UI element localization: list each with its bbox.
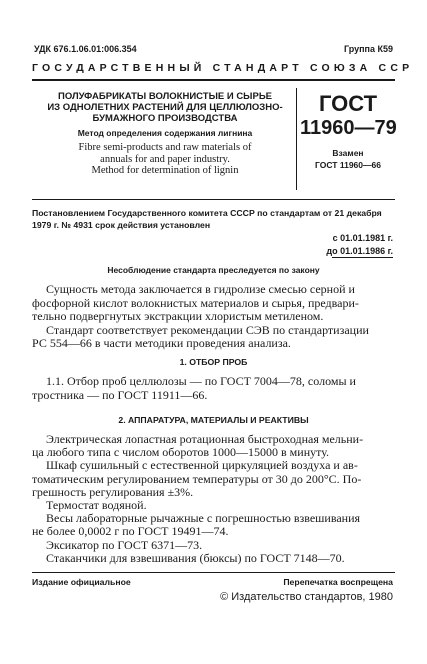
section-2-heading: 2. АППАРАТУРА, МАТЕРИАЛЫ И РЕАКТИВЫ [118,415,309,425]
intro-line: Стандарт соответствует рекомендации СЭВ по стандартизации [46,322,369,337]
replaces-label: Взамен [332,148,364,158]
title-ru [40,91,290,124]
gost-number: 11960—79 [300,117,397,139]
intro-line: РС 554—66 в части методики проведения анализа. [32,336,291,350]
section-2-line: Стаканчики для взвешивания (бюксы) по ГОСТ 7148—70. [46,550,345,565]
decree-line-2: 1979 г. № 4931 срок действия установлен [32,220,211,230]
legal-notice: Несоблюдение стандарта преследуется по закону [107,265,320,275]
method-title-ru: Метод определения содержания лигнина [77,128,253,138]
gost-label: ГОСТ [318,91,378,116]
effective-underline [332,257,393,258]
intro-line: фосфорной кислот волокнистых материалов и сырья, предвари- [32,295,359,310]
section-2-line: Электрическая лопастная ротационная быстроходная мельни- [46,432,364,446]
reprint-notice: Перепечатка воспрещена [283,577,393,587]
udc-code: УДК 676.1.06.01:006.354 [34,44,137,54]
title-bottom-rule [32,199,395,200]
section-2-line: Весы лабораторные рычажные с погрешностью взвешивания [46,511,361,526]
section-2-line: Термостат водяной. [46,498,147,513]
intro-text [32,283,395,351]
section-1-line: 1.1. Отбор проб целлюлозы — по ГОСТ 7004—78, соломы и [46,374,356,388]
section-2-text [32,433,395,565]
section-2-line: Шкаф сушильный с естественной циркуляцией воздуха и ав- [46,458,358,473]
intro-line: Сущность метода заключается в гидролизе смесью серной и [46,282,355,296]
decree-line-1: Постановлением Государственного комитета СССР по стандартам от 21 декабря [32,208,382,218]
title-en [40,142,290,177]
title-en-line: annuals for and paper industry. [100,153,230,165]
section-1-text [32,375,395,402]
section-2-line: Эксикатор по ГОСТ 6371—73. [46,537,203,552]
effective-from: с 01.01.1981 г. [332,233,393,243]
official-edition: Издание официальное [32,577,131,587]
title-divider [296,88,297,190]
title-ru-line: ПОЛУФАБРИКАТЫ ВОЛОКНИСТЫЕ И СЫРЬЕ [57,91,272,102]
effective-to: до 01.01.1986 г. [326,246,393,256]
title-ru-line: ИЗ ОДНОЛЕТНИХ РАСТЕНИЙ ДЛЯ ЦЕЛЛЮЛОЗНО- [47,102,283,113]
footer-rule [32,572,395,573]
section-2-line: ца любого типа с числом оборотов 1000—15000 в минуту. [32,445,329,460]
intro-line: тельно подвергнутых экстракции хлористым метиленом. [32,309,324,323]
group-code: Группа К59 [343,44,393,54]
title-ru-line: БУМАЖНОГО ПРОИЗВОДСТВА [92,113,238,124]
section-2-line: грешность регулирования ±3%. [32,484,194,499]
publisher-copyright: © Издательство стандартов, 1980 [220,591,393,603]
title-en-line: Fibre semi-products and raw materials of [78,142,252,153]
section-2-line: томатическим регулированием температуры от 30 до 200°С. По- [32,471,362,486]
section-2-line: не более 0,0002 г по ГОСТ 19491—74. [32,524,229,539]
section-1-heading: 1. ОТБОР ПРОБ [179,357,248,367]
standard-banner: ГОСУДАРСТВЕННЫЙ СТАНДАРТ СОЮЗА ССР [32,62,414,74]
section-1-line: тростника — по ГОСТ 11911—66. [32,387,208,402]
replaces-value: ГОСТ 11960—66 [315,160,381,170]
banner-rule [32,79,395,81]
title-en-line: Method for determination of lignin [91,165,239,176]
